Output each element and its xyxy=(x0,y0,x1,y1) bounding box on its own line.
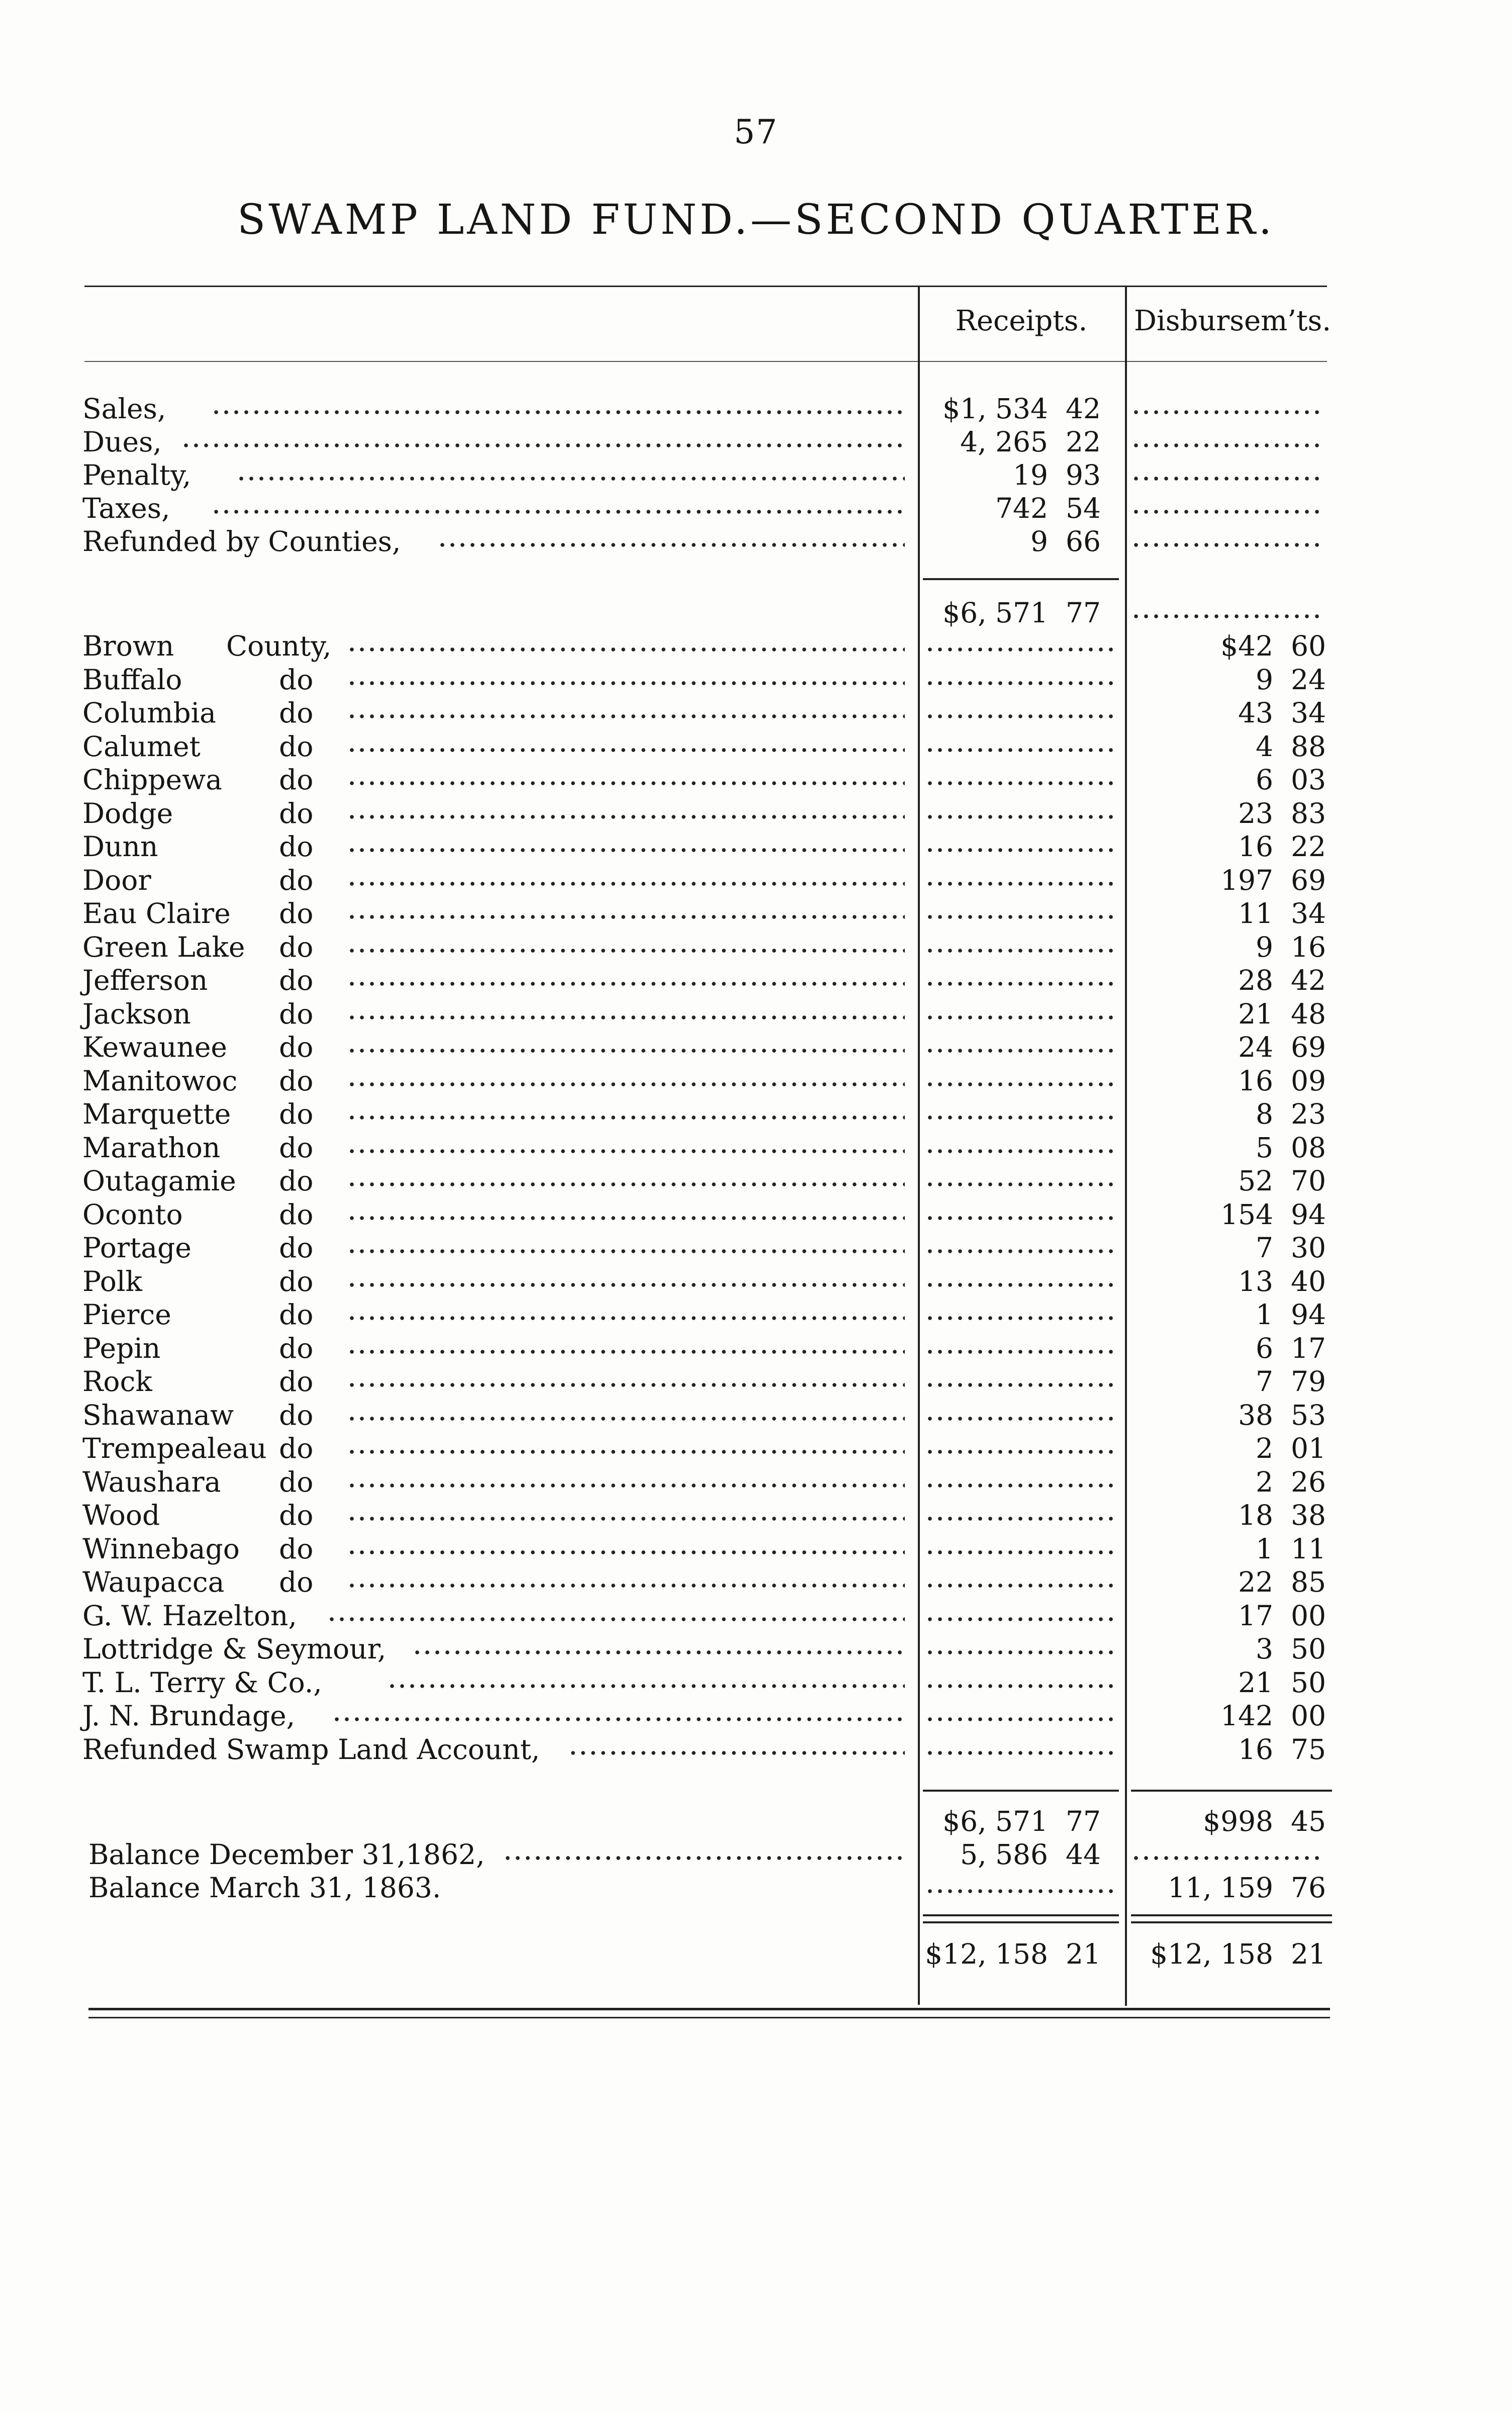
disbursement-row xyxy=(0,830,1512,863)
receipt-label: Sales, xyxy=(82,393,166,425)
leader-dots xyxy=(347,745,905,755)
disbursement-amount: 7 79 xyxy=(1256,1365,1326,1398)
disbursement-amount: 1 11 xyxy=(1256,1532,1326,1565)
disbursement-row xyxy=(0,1097,1512,1131)
leader-dots xyxy=(925,1614,1116,1624)
payee-suffix: do xyxy=(279,663,314,696)
receipt-row xyxy=(0,392,1512,425)
disbursement-amount: 9 24 xyxy=(1256,663,1326,696)
payee-suffix: do xyxy=(279,997,314,1030)
receipt-row xyxy=(0,492,1512,525)
leader-dots xyxy=(347,1480,905,1491)
payee-name: Door xyxy=(82,864,151,896)
leader-dots xyxy=(925,1886,1116,1896)
leader-dots xyxy=(1131,1853,1322,1863)
leader-dots xyxy=(211,507,905,517)
receipt-amount: 19 93 xyxy=(1013,459,1101,491)
leader-dots xyxy=(925,1280,1116,1290)
payee-name: Pepin xyxy=(82,1332,161,1364)
disbursement-amount: 21 48 xyxy=(1238,997,1326,1030)
payee-name: Jackson xyxy=(82,997,191,1030)
payee-name: Brown xyxy=(82,630,174,662)
disbursement-amount: 6 17 xyxy=(1256,1332,1326,1364)
leader-dots xyxy=(925,812,1116,822)
grand-total-rule-disb-1 xyxy=(1131,1914,1332,1916)
leader-dots xyxy=(347,678,905,688)
disbursement-row xyxy=(0,1666,1512,1699)
leader-dots xyxy=(925,1480,1116,1491)
payee-suffix: do xyxy=(279,1566,314,1598)
header-bottom-rule xyxy=(84,361,1327,362)
leader-dots xyxy=(1131,474,1322,484)
disbursement-row xyxy=(0,696,1512,729)
payee-name: Eau Claire xyxy=(82,897,231,930)
leader-dots xyxy=(211,407,905,417)
payee-suffix: County, xyxy=(226,630,332,662)
disbursement-amount: 16 75 xyxy=(1238,1733,1326,1766)
leader-dots xyxy=(347,1447,905,1457)
grand-total-receipts: $12, 158 21 xyxy=(925,1938,1101,1970)
payee-suffix: do xyxy=(279,1098,314,1130)
payee-name: Oconto xyxy=(82,1198,183,1231)
disbursement-row xyxy=(0,1265,1512,1298)
leader-dots xyxy=(347,1581,905,1591)
payee-name: Kewaunee xyxy=(82,1031,227,1063)
grand-total-row xyxy=(0,1937,1512,1971)
payee-name: Waupacca xyxy=(82,1566,225,1598)
leader-dots xyxy=(347,946,905,956)
leader-dots xyxy=(925,1246,1116,1256)
disbursement-amount: 21 50 xyxy=(1238,1666,1326,1699)
leader-dots xyxy=(925,1213,1116,1223)
leader-dots xyxy=(347,778,905,788)
disbursement-row xyxy=(0,797,1512,830)
disbursement-row xyxy=(0,1064,1512,1097)
disbursement-amount: 16 09 xyxy=(1238,1064,1326,1097)
leader-dots xyxy=(347,1112,905,1123)
payee-name: Green Lake xyxy=(82,931,245,963)
disbursements-column-header: Disbursem’ts. xyxy=(1133,305,1332,337)
disbursement-row xyxy=(0,1164,1512,1197)
page-bottom-double-rule-1 xyxy=(88,2008,1330,2010)
payee-name: Refunded Swamp Land Account, xyxy=(82,1733,540,1766)
leader-dots xyxy=(347,845,905,855)
payee-suffix: do xyxy=(279,964,314,996)
totals-receipts: $6, 571 77 xyxy=(942,1805,1101,1837)
disbursement-amount: 18 38 xyxy=(1238,1499,1326,1531)
leader-dots xyxy=(925,1112,1116,1123)
receipt-label: Taxes, xyxy=(82,492,170,524)
disbursement-amount: 4 88 xyxy=(1256,730,1326,763)
payee-suffix: do xyxy=(279,1365,314,1398)
leader-dots xyxy=(347,1046,905,1056)
disbursement-row xyxy=(0,897,1512,930)
leader-dots xyxy=(347,812,905,822)
disbursement-row xyxy=(0,1733,1512,1766)
payee-suffix: do xyxy=(279,864,314,896)
disbursement-amount: 5 08 xyxy=(1256,1131,1326,1164)
payee-name: Portage xyxy=(82,1232,192,1264)
payee-name: Buffalo xyxy=(82,663,182,696)
payee-suffix: do xyxy=(279,1232,314,1264)
leader-dots xyxy=(925,1146,1116,1156)
leader-dots xyxy=(925,644,1116,655)
balance-march-disbursements: 11, 159 76 xyxy=(1168,1872,1326,1904)
disbursement-row xyxy=(0,964,1512,997)
payee-suffix: do xyxy=(279,897,314,930)
leader-dots xyxy=(925,1581,1116,1591)
payee-name: Columbia xyxy=(82,697,216,729)
totals-rule-receipts xyxy=(923,1790,1119,1792)
leader-dots xyxy=(347,1414,905,1424)
disbursement-amount: 38 53 xyxy=(1238,1399,1326,1431)
page-title: SWAMP LAND FUND.—SECOND QUARTER. xyxy=(237,196,1275,244)
payee-name: J. N. Brundage, xyxy=(82,1700,296,1732)
receipt-row xyxy=(0,525,1512,558)
leader-dots xyxy=(347,979,905,989)
leader-dots xyxy=(925,979,1116,989)
disbursement-amount: 142 00 xyxy=(1220,1700,1326,1732)
leader-dots xyxy=(387,1681,905,1691)
leader-dots xyxy=(925,778,1116,788)
disbursement-row xyxy=(0,1231,1512,1264)
leader-dots xyxy=(925,1681,1116,1691)
payee-suffix: do xyxy=(279,1499,314,1531)
leader-dots xyxy=(925,1347,1116,1357)
leader-dots xyxy=(925,1647,1116,1657)
table-top-rule xyxy=(84,286,1327,287)
balance-december-receipts: 5, 586 44 xyxy=(960,1838,1101,1871)
disbursement-row xyxy=(0,931,1512,964)
leader-dots xyxy=(347,1380,905,1390)
leader-dots xyxy=(181,440,905,450)
leader-dots xyxy=(347,1246,905,1256)
leader-dots xyxy=(925,912,1116,922)
leader-dots xyxy=(347,1179,905,1189)
payee-name: T. L. Terry & Co., xyxy=(82,1666,322,1699)
payee-suffix: do xyxy=(279,1165,314,1197)
page-number: 57 xyxy=(734,113,778,151)
leader-dots xyxy=(412,1647,905,1657)
disbursement-amount: 43 34 xyxy=(1238,697,1326,729)
receipt-amount: 9 66 xyxy=(1030,525,1101,558)
leader-dots xyxy=(347,711,905,721)
leader-dots xyxy=(925,879,1116,889)
leader-dots xyxy=(925,1514,1116,1524)
disbursement-amount: 2 26 xyxy=(1256,1465,1326,1498)
leader-dots xyxy=(347,1012,905,1023)
leader-dots xyxy=(347,644,905,655)
disbursement-amount: 24 69 xyxy=(1238,1031,1326,1063)
disbursement-row xyxy=(0,864,1512,897)
leader-dots xyxy=(503,1853,905,1863)
disbursement-amount: 1 94 xyxy=(1256,1298,1326,1331)
receipt-row xyxy=(0,458,1512,492)
receipt-amount: $1, 534 42 xyxy=(942,393,1101,425)
balance-march-row xyxy=(0,1871,1512,1904)
receipts-column-header: Receipts. xyxy=(955,305,1088,337)
payee-name: Manitowoc xyxy=(82,1064,238,1097)
totals-disbursements: $998 45 xyxy=(1203,1805,1326,1837)
payee-name: Waushara xyxy=(82,1465,221,1498)
leader-dots xyxy=(568,1748,905,1758)
payee-suffix: do xyxy=(279,1432,314,1464)
disbursement-row xyxy=(0,1298,1512,1331)
grand-total-rule-receipts-1 xyxy=(923,1914,1119,1916)
disbursement-row xyxy=(0,1031,1512,1064)
grand-total-disbursements: $12, 158 21 xyxy=(1150,1938,1326,1970)
disbursement-amount: 22 85 xyxy=(1238,1566,1326,1598)
disbursement-row xyxy=(0,730,1512,763)
receipts-subtotal-rule xyxy=(923,578,1119,580)
disbursement-row xyxy=(0,1399,1512,1432)
leader-dots xyxy=(437,540,905,550)
payee-name: Outagamie xyxy=(82,1165,236,1197)
disbursement-amount: 154 94 xyxy=(1220,1198,1326,1231)
leader-dots xyxy=(925,1380,1116,1390)
leader-dots xyxy=(347,1213,905,1223)
payee-suffix: do xyxy=(279,830,314,863)
receipt-label: Refunded by Counties, xyxy=(82,525,401,558)
payee-name: Chippewa xyxy=(82,764,222,796)
disbursement-amount: 9 16 xyxy=(1256,931,1326,963)
disbursement-amount: 6 03 xyxy=(1256,764,1326,796)
disbursement-row xyxy=(0,1465,1512,1499)
leader-dots xyxy=(925,1012,1116,1023)
receipts-subtotal-row xyxy=(0,596,1512,629)
payee-suffix: do xyxy=(279,764,314,796)
leader-dots xyxy=(925,1748,1116,1758)
disbursement-amount: 2 01 xyxy=(1256,1432,1326,1464)
payee-name: Rock xyxy=(82,1365,152,1398)
disbursement-row xyxy=(0,1532,1512,1565)
payee-name: Shawanaw xyxy=(82,1399,234,1431)
leader-dots xyxy=(347,912,905,922)
payee-suffix: do xyxy=(279,697,314,729)
leader-dots xyxy=(925,1414,1116,1424)
disbursement-row xyxy=(0,763,1512,796)
disbursement-row xyxy=(0,1499,1512,1532)
payee-suffix: do xyxy=(279,1031,314,1063)
leader-dots xyxy=(236,474,905,484)
payee-name: Calumet xyxy=(82,730,201,763)
disbursement-row xyxy=(0,663,1512,696)
disbursement-row xyxy=(0,1365,1512,1398)
disbursement-amount: 13 40 xyxy=(1238,1265,1326,1297)
leader-dots xyxy=(332,1714,905,1724)
payee-name: Lottridge & Seymour, xyxy=(82,1633,387,1665)
leader-dots xyxy=(347,1079,905,1089)
disbursement-row xyxy=(0,1432,1512,1465)
disbursement-amount: 3 50 xyxy=(1256,1633,1326,1665)
payee-suffix: do xyxy=(279,730,314,763)
disbursement-row xyxy=(0,1565,1512,1599)
leader-dots xyxy=(925,711,1116,721)
page-bottom-double-rule-2 xyxy=(88,2017,1330,2018)
leader-dots xyxy=(1131,407,1322,417)
leader-dots xyxy=(347,879,905,889)
leader-dots xyxy=(1131,540,1322,550)
payee-name: Wood xyxy=(82,1499,160,1531)
payee-name: G. W. Hazelton, xyxy=(82,1599,297,1632)
disbursement-amount: $42 60 xyxy=(1220,630,1326,662)
leader-dots xyxy=(925,1079,1116,1089)
receipt-amount: 742 54 xyxy=(995,492,1101,524)
payee-name: Pierce xyxy=(82,1298,171,1331)
totals-rule-disbursements xyxy=(1131,1790,1332,1792)
disbursement-row xyxy=(0,1699,1512,1732)
receipt-label: Dues, xyxy=(82,426,162,458)
totals-row xyxy=(0,1805,1512,1838)
receipt-label: Penalty, xyxy=(82,459,192,491)
payee-suffix: do xyxy=(279,1064,314,1097)
disbursement-amount: 17 00 xyxy=(1238,1599,1326,1632)
disbursement-row xyxy=(0,1198,1512,1231)
payee-name: Dunn xyxy=(82,830,158,863)
payee-name: Marquette xyxy=(82,1098,231,1130)
leader-dots xyxy=(925,1179,1116,1189)
payee-suffix: do xyxy=(279,1332,314,1364)
disbursement-amount: 197 69 xyxy=(1220,864,1326,896)
leader-dots xyxy=(925,745,1116,755)
payee-name: Winnebago xyxy=(82,1532,240,1565)
leader-dots xyxy=(347,1514,905,1524)
disbursement-amount: 7 30 xyxy=(1256,1232,1326,1264)
disbursement-row xyxy=(0,629,1512,663)
payee-name: Jefferson xyxy=(82,964,208,996)
leader-dots xyxy=(347,1146,905,1156)
disbursement-amount: 11 34 xyxy=(1238,897,1326,930)
balance-march-label: Balance March 31, 1863. xyxy=(88,1872,441,1904)
leader-dots xyxy=(1131,611,1322,621)
leader-dots xyxy=(347,1313,905,1323)
disbursement-amount: 23 83 xyxy=(1238,797,1326,829)
payee-suffix: do xyxy=(279,931,314,963)
disbursement-row xyxy=(0,1332,1512,1365)
balance-december-label: Balance December 31,1862, xyxy=(88,1838,485,1871)
grand-total-rule-receipts-2 xyxy=(923,1921,1119,1923)
leader-dots xyxy=(347,1547,905,1557)
leader-dots xyxy=(925,1547,1116,1557)
leader-dots xyxy=(347,1347,905,1357)
leader-dots xyxy=(925,1046,1116,1056)
grand-total-rule-disb-2 xyxy=(1131,1921,1332,1923)
disbursement-row xyxy=(0,1632,1512,1665)
receipts-subtotal: $6, 571 77 xyxy=(942,597,1101,629)
payee-suffix: do xyxy=(279,1399,314,1431)
payee-name: Dodge xyxy=(82,797,173,829)
leader-dots xyxy=(925,845,1116,855)
disbursement-amount: 16 22 xyxy=(1238,830,1326,863)
disbursement-row xyxy=(0,1131,1512,1164)
disbursement-row xyxy=(0,997,1512,1031)
payee-suffix: do xyxy=(279,1265,314,1297)
receipt-amount: 4, 265 22 xyxy=(960,426,1101,458)
disbursement-row xyxy=(0,1599,1512,1632)
leader-dots xyxy=(327,1614,905,1624)
receipt-row xyxy=(0,425,1512,458)
leader-dots xyxy=(925,1714,1116,1724)
leader-dots xyxy=(925,1447,1116,1457)
leader-dots xyxy=(925,678,1116,688)
payee-suffix: do xyxy=(279,1465,314,1498)
payee-name: Marathon xyxy=(82,1131,221,1164)
payee-name: Trempealeau xyxy=(82,1432,267,1464)
leader-dots xyxy=(1131,507,1322,517)
leader-dots xyxy=(347,1280,905,1290)
leader-dots xyxy=(925,946,1116,956)
payee-suffix: do xyxy=(279,1198,314,1231)
balance-december-row xyxy=(0,1838,1512,1871)
disbursement-amount: 8 23 xyxy=(1256,1098,1326,1130)
disbursement-amount: 52 70 xyxy=(1238,1165,1326,1197)
payee-suffix: do xyxy=(279,1131,314,1164)
payee-suffix: do xyxy=(279,797,314,829)
payee-suffix: do xyxy=(279,1298,314,1331)
leader-dots xyxy=(1131,440,1322,450)
payee-name: Polk xyxy=(82,1265,142,1297)
leader-dots xyxy=(925,1313,1116,1323)
disbursement-amount: 28 42 xyxy=(1238,964,1326,996)
payee-suffix: do xyxy=(279,1532,314,1565)
